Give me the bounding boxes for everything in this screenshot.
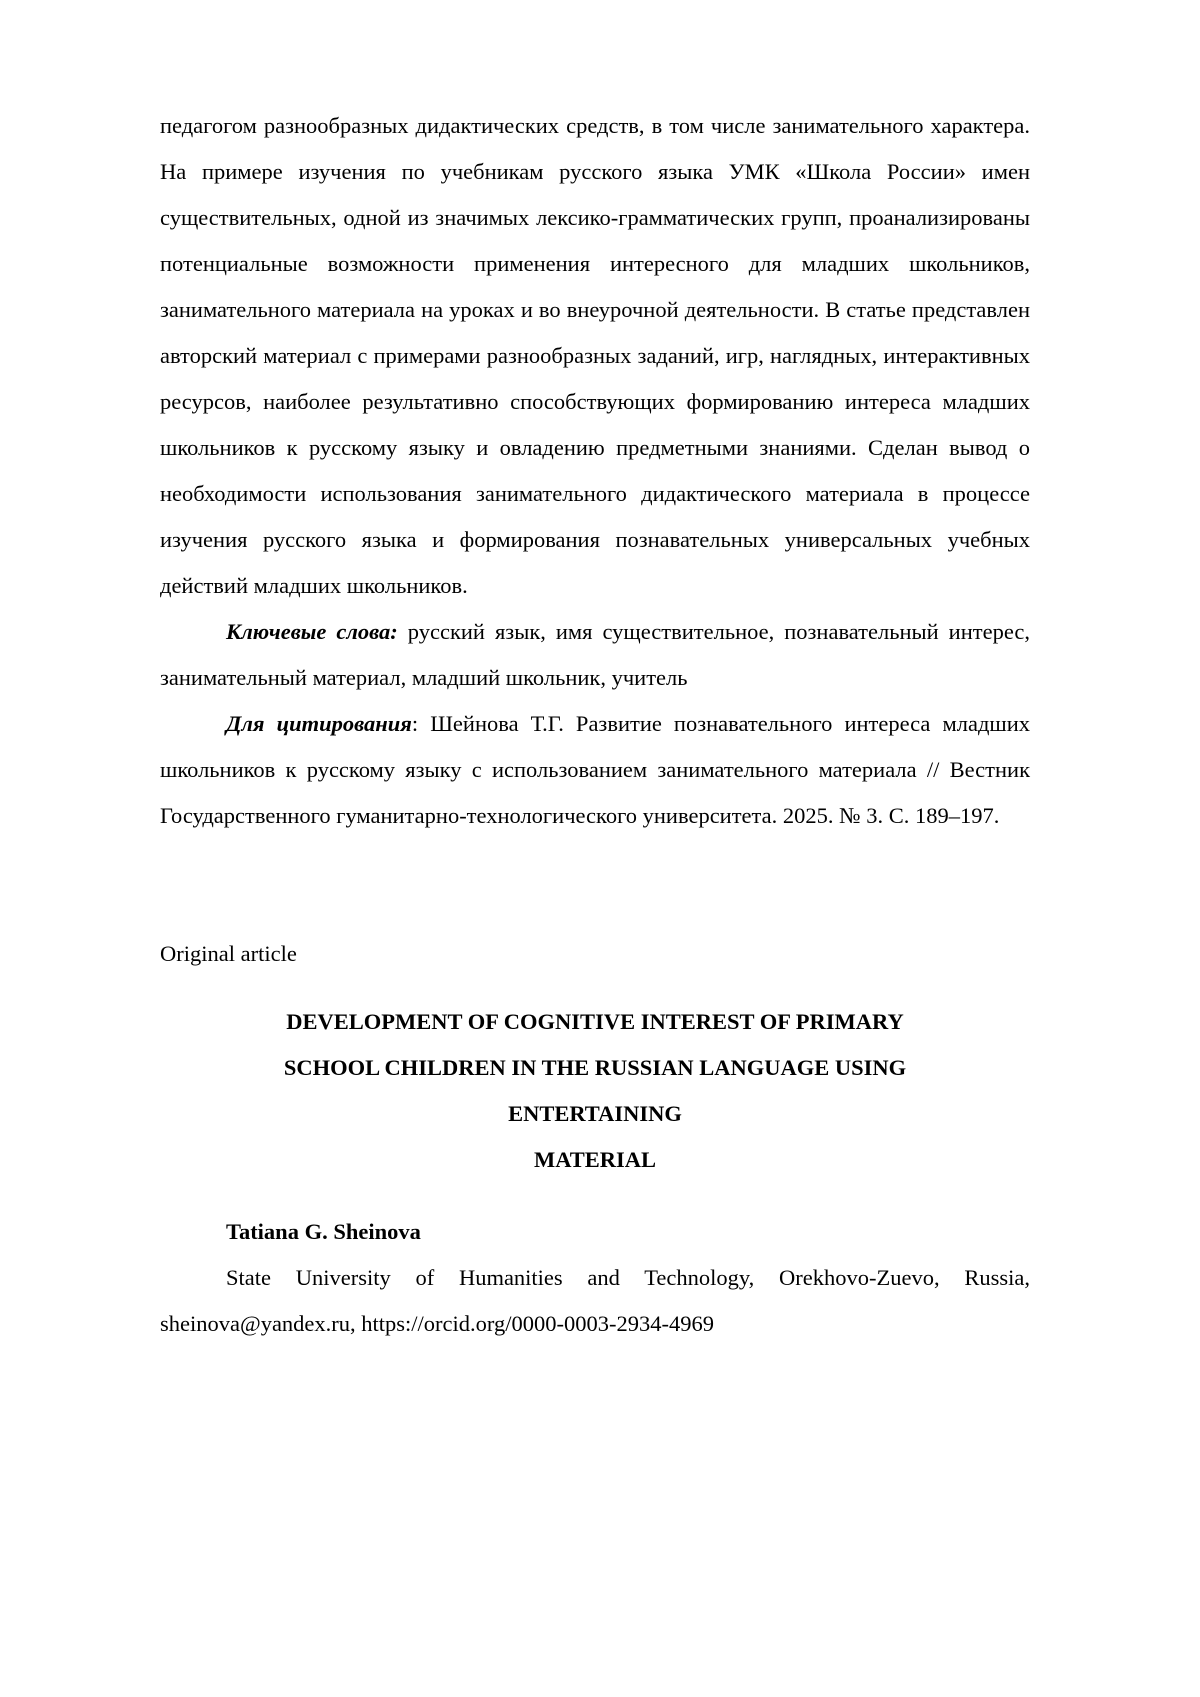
article-type-label: Original article [160, 941, 297, 966]
english-title-line-4: MATERIAL [533, 1147, 657, 1172]
citation-label: Для цитирования [226, 711, 412, 736]
english-title-line-2: SCHOOL CHILDREN IN THE RUSSIAN LANGUAGE USING [283, 1055, 907, 1080]
keywords-paragraph [160, 609, 1030, 701]
english-title-line-1: DEVELOPMENT OF COGNITIVE INTEREST OF PRIMARY [286, 1009, 904, 1034]
keywords-label: Ключевые слова: [226, 619, 398, 644]
affiliation-paragraph: State University of Humanities and Technology, Orekhovo-Zuevo, Russia, sheinova@yandex.ru, https://orcid.org/0000-0003-2934-4969 [160, 1265, 1030, 1336]
citation-text: : Шейнова Т.Г. Развитие познавательного интереса младших школьников к русскому языку с использованием занимательного материала // Вестник Государственного гуманитарно-технологического университета. 2025. № 3. С. 189–197. [160, 711, 1031, 828]
keywords-text: русский язык, имя существительное, познавательный интерес, занимательный материал, младший школьник, учитель [160, 619, 1030, 690]
abstract-continuation-paragraph: педагогом разнообразных дидактических средств, в том числе занимательного характера. На примере изучения по учебникам русского языка УМК «Школа России» имен существительных, одной из значимых лексико-грамматических групп, проанализированы потенциальные возможности применения интересного для младших школьников, занимательного материала на уроках и во внеурочной деятельности. В статье представлен авторский материал с примерами разнообразных заданий, игр, наглядных, интерактивных ресурсов, наиболее результативно способствующих формированию интереса младших школьников к русскому языку и овладению предметными знаниями. Сделан вывод о необходимости использования занимательного дидактического материала в процессе изучения русского языка и формирования познавательных универсальных учебных действий младших школьников. [160, 113, 1030, 598]
author-name: Tatiana G. Sheinova [226, 1219, 421, 1244]
english-title-line-3: ENTERTAINING [508, 1101, 682, 1126]
english-title [160, 999, 1030, 1183]
citation-paragraph [160, 701, 1030, 839]
